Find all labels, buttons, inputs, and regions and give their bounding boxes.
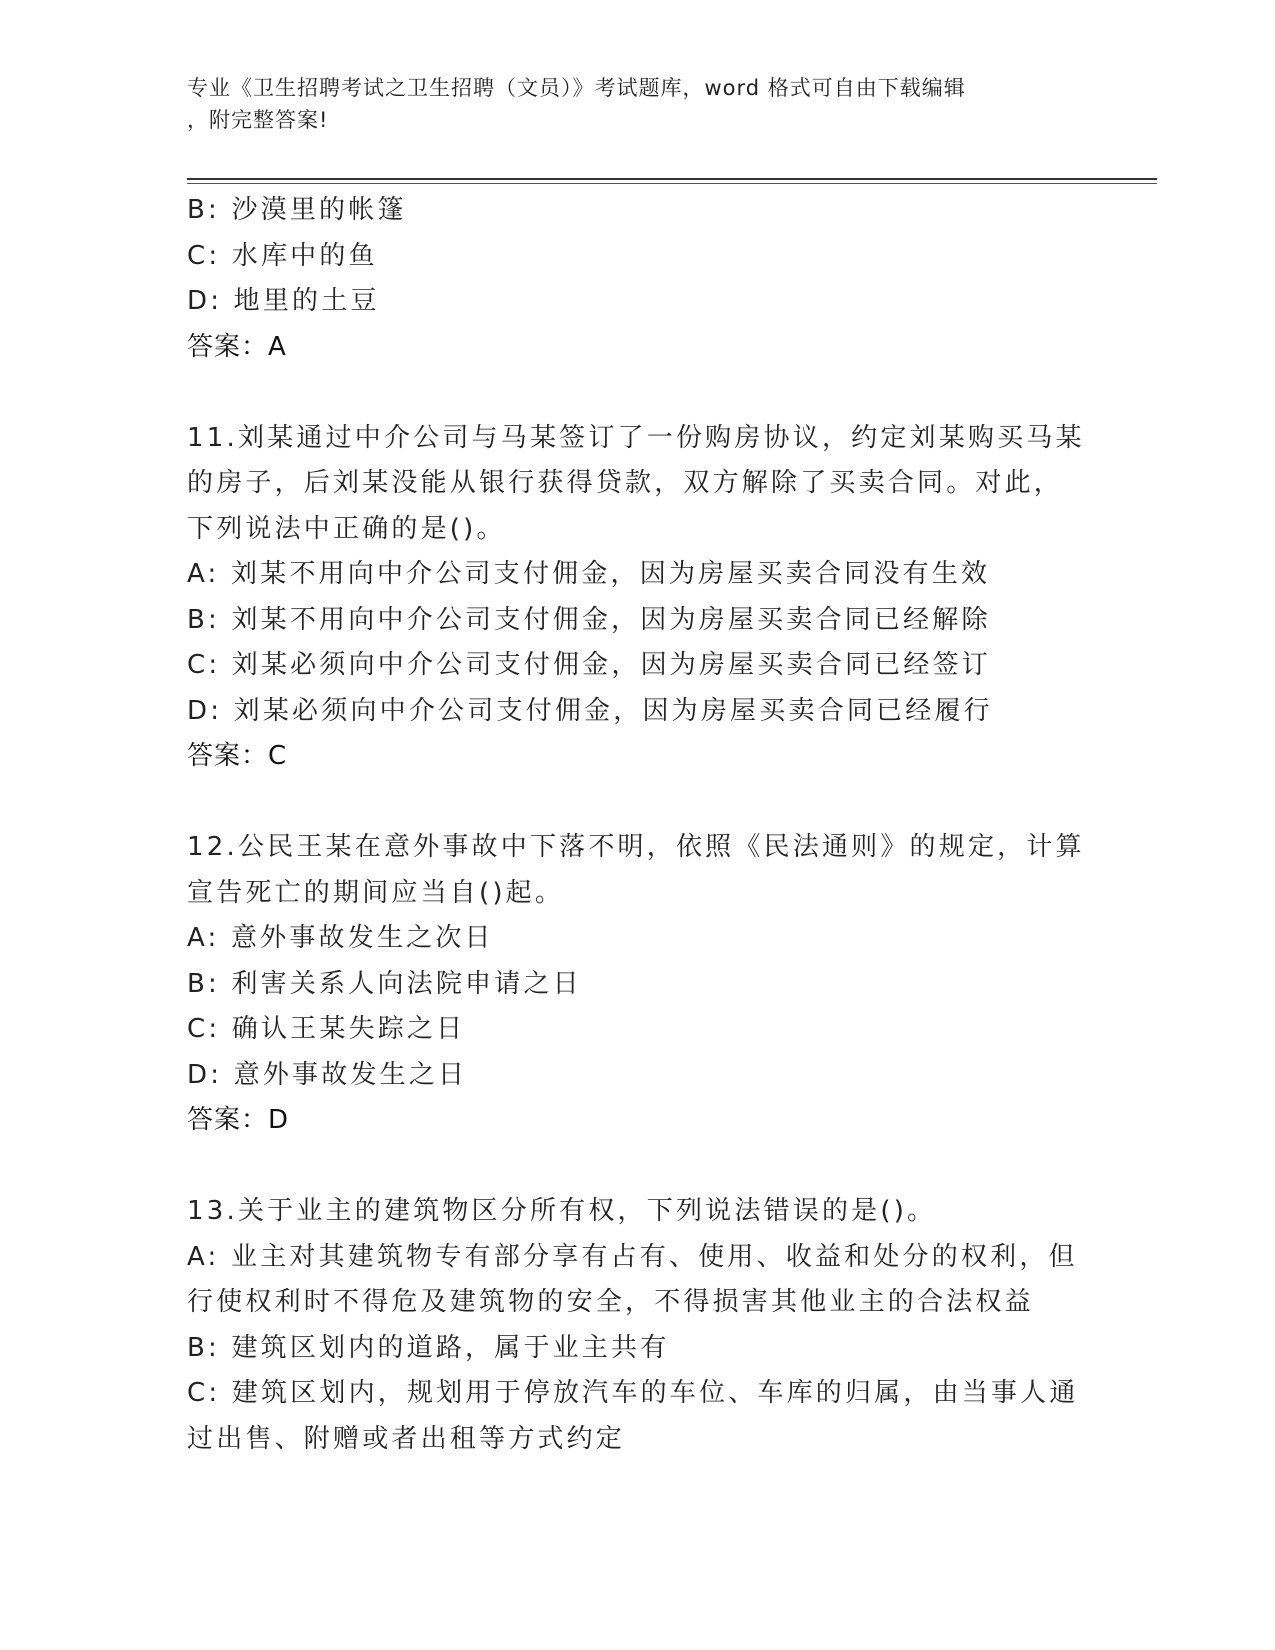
q11-option-d: D: 刘某必须向中介公司支付佣金，因为房屋买卖合同已经履行: [187, 695, 993, 726]
page-header: [187, 72, 1067, 136]
q10-option-b: B: 沙漠里的帐篷: [187, 195, 407, 225]
q11-option-a: A: 刘某不用向中介公司支付佣金，因为房屋买卖合同没有生效: [187, 559, 991, 589]
q10-option-c: C: 水库中的鱼: [187, 240, 378, 271]
q11-stem-line-3: 下列说法中正确的是()。: [187, 513, 506, 544]
q12-option-d: D: 意外事故发生之日: [187, 1059, 468, 1090]
q12-stem-line-2: 宣告死亡的期间应当自()起。: [187, 877, 565, 908]
q11-answer: 答案：C: [187, 741, 288, 771]
q13-option-c-line-1: C: 建筑区划内，规划用于停放汽车的车位、车库的归属，由当事人通: [187, 1378, 1079, 1408]
q12-option-b: B: 利害关系人向法院申请之日: [187, 968, 582, 999]
q13-stem-line-1: 13.关于业主的建筑物区分所有权，下列说法错误的是()。: [187, 1196, 937, 1226]
q10-option-d: D: 地里的土豆: [187, 286, 380, 316]
q11-stem-line-2: 的房子，后刘某没能从银行获得贷款，双方解除了买卖合同。对此，: [187, 468, 1064, 498]
q13-option-a-line-1: A: 业主对其建筑物专有部分享有占有、使用、收益和处分的权利，但: [187, 1241, 1078, 1272]
q13-option-b: B: 建筑区划内的道路，属于业主共有: [187, 1332, 670, 1363]
header-rule-thick: [187, 178, 1157, 180]
header-line-2: ，附完整答案!: [187, 108, 329, 132]
header-rule-thin: [187, 183, 1157, 184]
spacer: [187, 780, 1077, 826]
q13-option-c-line-2: 过出售、附赠或者出租等方式约定: [187, 1423, 626, 1454]
q13-option-a-line-2: 行使权利时不得危及建筑物的安全，不得损害其他业主的合法权益: [187, 1287, 1034, 1317]
q12-option-a: A: 意外事故发生之次日: [187, 923, 494, 953]
q11-option-c: C: 刘某必须向中介公司支付佣金，因为房屋买卖合同已经签订: [187, 650, 991, 680]
q11-option-b: B: 刘某不用向中介公司支付佣金，因为房屋买卖合同已经解除: [187, 604, 991, 635]
spacer: [187, 370, 1077, 416]
q11-stem-line-1: 11.刘某通过中介公司与马某签订了一份购房协议，约定刘某购买马某: [187, 422, 1085, 453]
q12-answer: 答案：D: [187, 1105, 290, 1135]
question-content: [187, 188, 1085, 1462]
header-line-1: 专业《卫生招聘考试之卫生招聘（文员）》考试题库，word 格式可自由下载编辑: [187, 76, 966, 100]
q12-option-c: C: 确认王某失踪之日: [187, 1014, 466, 1044]
spacer: [187, 1144, 1077, 1190]
q10-answer: 答案：A: [187, 331, 287, 362]
q12-stem-line-1: 12.公民王某在意外事故中下落不明，依照《民法通则》的规定，计算: [187, 832, 1085, 862]
